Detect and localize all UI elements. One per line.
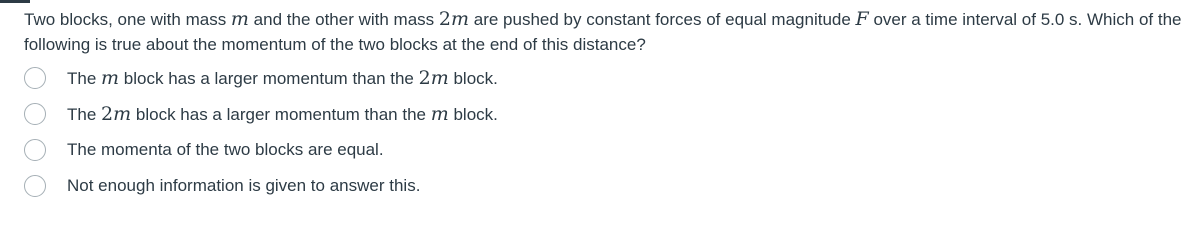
answer-option-4[interactable] [24,168,1184,204]
radio-button-1[interactable] [24,67,46,89]
radio-button-4[interactable] [24,175,46,197]
answer-label-4[interactable]: Not enough information is given to answer this. [67,176,421,195]
math-m: m [230,8,249,30]
answer-label-2[interactable]: The 2m block has a larger momentum than the m block. [67,103,498,125]
radio-button-3[interactable] [24,139,46,161]
top-accent-bar [0,0,30,3]
math-2m: 2m [438,8,470,30]
answer-list [24,60,1184,204]
math-F: F [855,8,869,30]
radio-button-2[interactable] [24,103,46,125]
answer-label-3[interactable]: The momenta of the two blocks are equal. [67,140,384,159]
answer-option-2[interactable] [24,96,1184,132]
answer-option-3[interactable] [24,132,1184,168]
answer-label-1[interactable]: The m block has a larger momentum than the 2m block. [67,67,498,89]
question-text: Two blocks, one with mass m and the other with mass 2m are pushed by constant forces of equal magnitude F over a time interval of 5.0 s. Which of the following is true about the momentum of the two blocks at the end of this distance? [24,8,1182,54]
answer-option-1[interactable] [24,60,1184,96]
